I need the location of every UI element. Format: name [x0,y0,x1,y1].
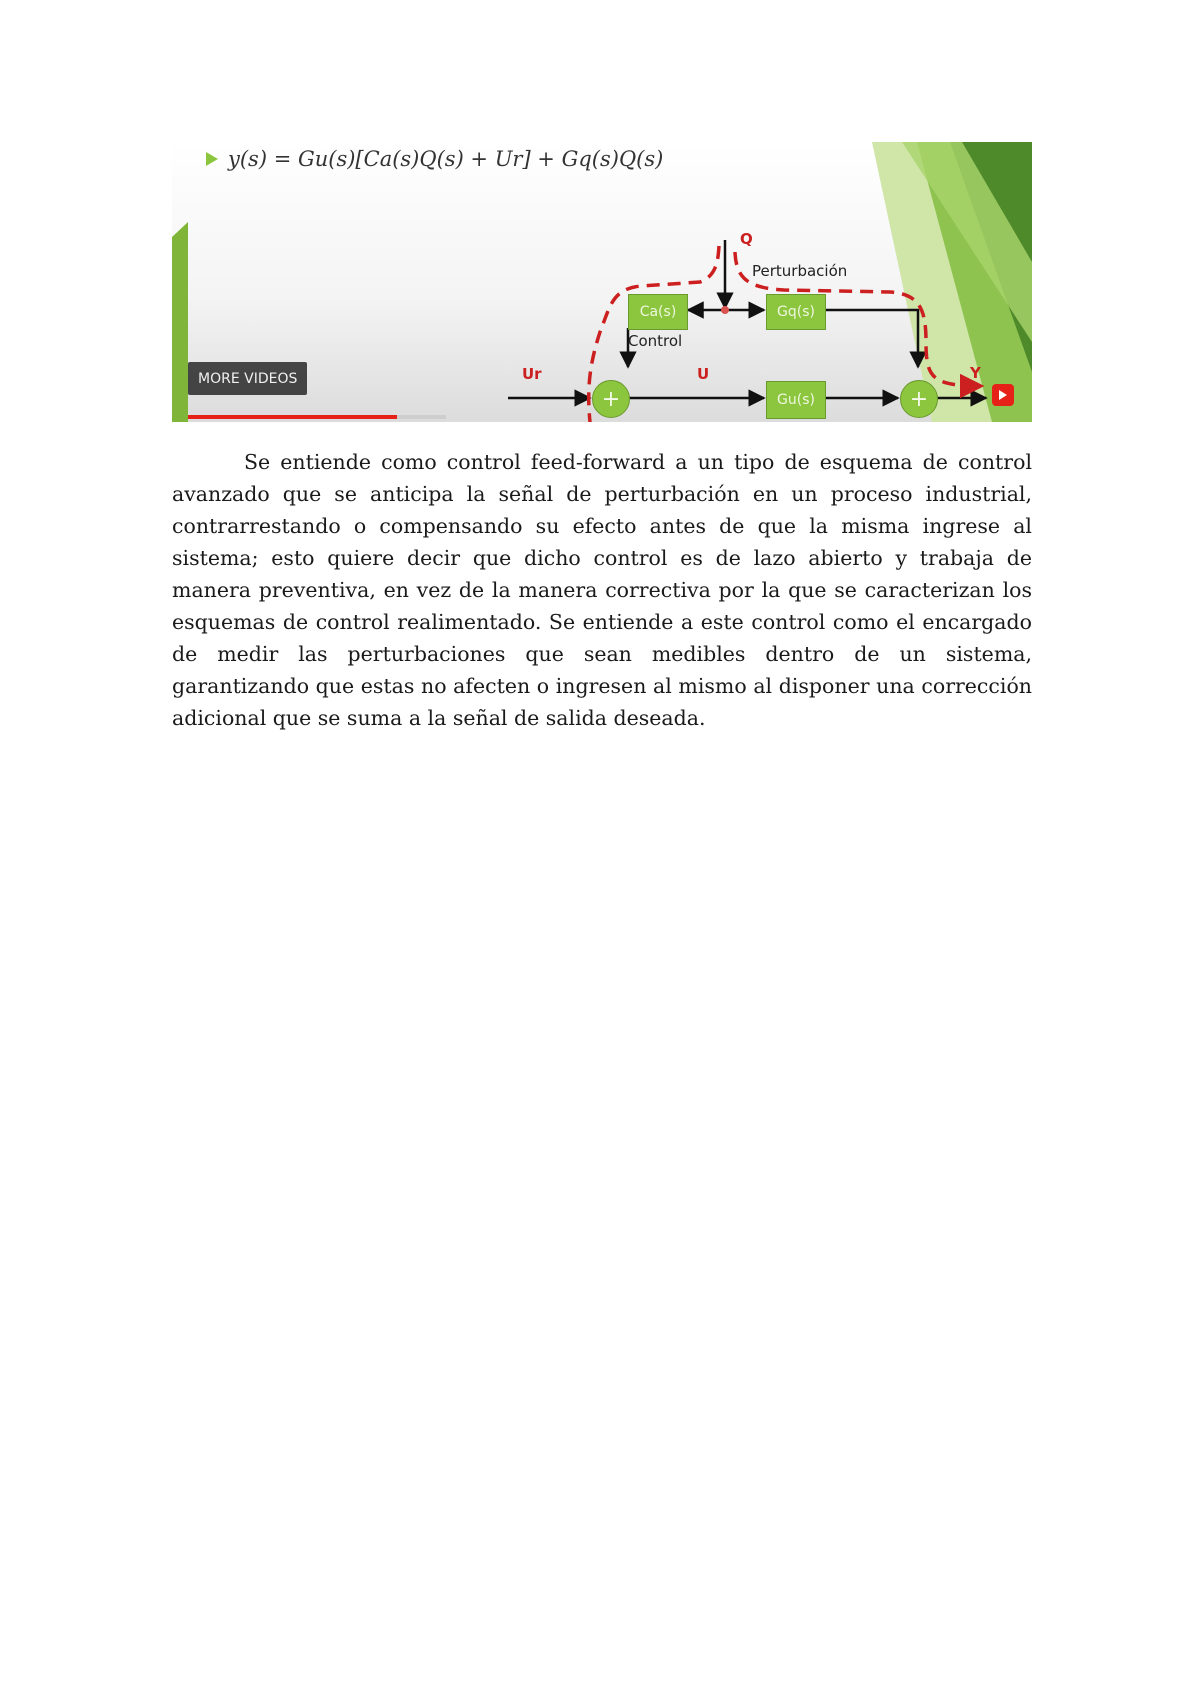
branch-point [721,306,729,314]
more-videos-button[interactable]: MORE VIDEOS [188,362,307,395]
label-y: Y [970,364,981,382]
video-screenshot-figure[interactable] [172,142,1032,422]
formula-text: y(s) = Gu(s)[Ca(s)Q(s) + Ur] + Gq(s)Q(s) [228,147,664,171]
label-u: U [697,365,710,383]
summing-junction-2: + [900,380,938,418]
gq-to-sum2 [824,310,918,367]
youtube-logo-icon[interactable] [992,384,1014,406]
decor-left-green [172,222,188,422]
bullet-triangle-icon [206,152,218,166]
block-ca: Ca(s) [628,294,688,330]
label-control: Control [628,332,683,350]
block-gu: Gu(s) [766,381,826,419]
summing-junction-1: + [592,380,630,418]
video-progress-fill [188,415,397,419]
label-q: Q [740,230,753,248]
block-gq: Gq(s) [766,294,826,330]
body-paragraph: Se entiende como control feed-forward a un tipo de esquema de control avanzado que se anticipa la señal de perturbación en un proceso industrial, contrarrestando o compensando su efecto antes de que la misma ingrese al sistema; esto quiere decir que dicho control es de lazo abierto y trabaja de manera preventiva, en vez de la manera correctiva por la que se caracterizan los esquemas de control realimentado. Se entiende a este control como el encargado de medir las perturbaciones que sean medibles dentro de un sistema, garantizando que estas no afecten o ingresen al mismo al disponer una corrección adicional que se suma a la señal de salida deseada. [172,450,1032,730]
label-perturbacion: Perturbación [752,262,848,280]
transfer-formula [206,144,663,174]
label-ur: Ur [522,365,542,383]
